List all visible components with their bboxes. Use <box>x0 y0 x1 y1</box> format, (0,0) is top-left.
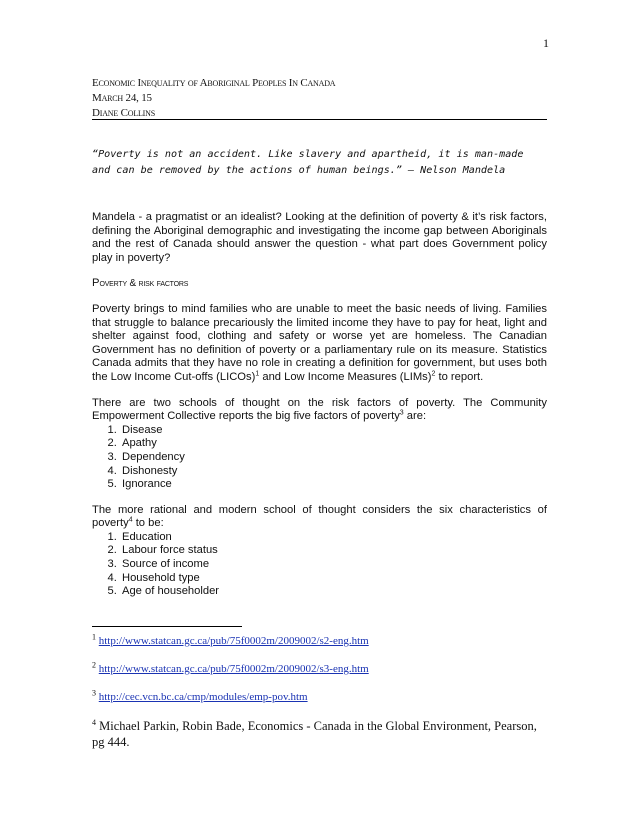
footnote-ref-3[interactable]: 3 <box>399 409 404 417</box>
footnote-citation: Michael Parkin, Robin Bade, Economics - Canada in the Global Environment, Pearson, pg 444. <box>92 719 537 749</box>
mandela-quote: “Poverty is not an accident. Like slavery and apartheid, it is man-made and can be removed by the actions of human beings.” – Nelson Mandela <box>92 149 524 176</box>
list-item: 3. Dependency <box>120 451 547 465</box>
characteristics-paragraph-end: to be: <box>132 517 164 530</box>
list-item: 1. Disease <box>120 424 547 438</box>
footnote-link-3[interactable]: http://cec.vcn.bc.ca/cmp/modules/emp-pov.htm <box>98 691 308 703</box>
list-item: 5. Ignorance <box>120 478 547 492</box>
footnote-1 <box>92 634 547 648</box>
poverty-paragraph-end: to report. <box>435 370 484 383</box>
header-divider <box>92 119 547 120</box>
section-heading <box>92 277 547 291</box>
document-header <box>92 76 547 121</box>
list-item: 3. Source of income <box>120 558 547 572</box>
characteristics-paragraph-text: The more rational and modern school of thought considers the six characteristics of poverty <box>92 503 547 530</box>
footnote-number: 4 <box>92 717 96 727</box>
footnote-number: 2 <box>92 660 96 670</box>
footnote-link-2[interactable]: http://www.statcan.gc.ca/pub/75f0002m/2009002/s3-eng.htm <box>98 663 369 675</box>
document-body <box>92 211 547 599</box>
footnote-link-1[interactable]: http://www.statcan.gc.ca/pub/75f0002m/2009002/s2-eng.htm <box>98 635 369 647</box>
schools-paragraph-text: There are two schools of thought on the risk factors of poverty. The Community Empowerment Collective reports the big five factors of poverty <box>92 396 547 423</box>
footnotes <box>92 634 547 764</box>
characteristics-list <box>92 531 547 599</box>
section-heading-initial: P <box>92 277 100 290</box>
list-item: 4. Dishonesty <box>120 465 547 479</box>
list-item: 2. Apathy <box>120 437 547 451</box>
poverty-paragraph <box>92 303 547 385</box>
schools-paragraph-end: are: <box>403 410 427 423</box>
document-date: March 24, 15 <box>92 92 152 104</box>
footnote-ref-1[interactable]: 1 <box>255 370 260 378</box>
poverty-paragraph-text: Poverty brings to mind families who are unable to meet the basic needs of living. Families that struggle to balance precariously the limited income they have to pay for heat, light and shelter against food, clothing and safety or worse yet are homeless. The Canadian Government has no definition of poverty or a parliamentary rule on its measure. Statistics Canada admits that they have no role in creating a definition for government, but uses both the Low Income Cut-offs (LICOs) <box>92 302 547 383</box>
list-item: 1. Education <box>120 531 547 545</box>
page-number: 1 <box>543 36 549 50</box>
footnote-number: 1 <box>92 632 96 642</box>
list-item: 5. Age of householder <box>120 585 547 599</box>
big-five-factors-list <box>92 424 547 492</box>
poverty-paragraph-mid: and Low Income Measures (LIMs) <box>259 370 432 383</box>
schools-paragraph <box>92 397 547 424</box>
document-author: Diane Collins <box>92 107 155 119</box>
characteristics-paragraph <box>92 504 547 531</box>
list-item: 4. Household type <box>120 572 547 586</box>
footnote-ref-2[interactable]: 2 <box>431 370 436 378</box>
footnote-3 <box>92 690 547 704</box>
footnote-divider <box>92 626 242 627</box>
footnote-2 <box>92 662 547 676</box>
intro-paragraph: Mandela - a pragmatist or an idealist? Looking at the definition of poverty & it’s risk factors, defining the Aboriginal demographic and investigating the income gap between Aboriginals and the rest of Canada should answer the question - what part does Government policy play in poverty? <box>92 211 547 264</box>
footnote-number: 3 <box>92 688 96 698</box>
section-heading-rest: overty & risk factors <box>99 278 189 290</box>
list-item: 2. Labour force status <box>120 544 547 558</box>
document-title: Economic Inequality of Aboriginal Peoples In Canada <box>92 77 336 89</box>
footnote-4 <box>92 718 547 750</box>
footnote-ref-4[interactable]: 4 <box>128 516 133 524</box>
